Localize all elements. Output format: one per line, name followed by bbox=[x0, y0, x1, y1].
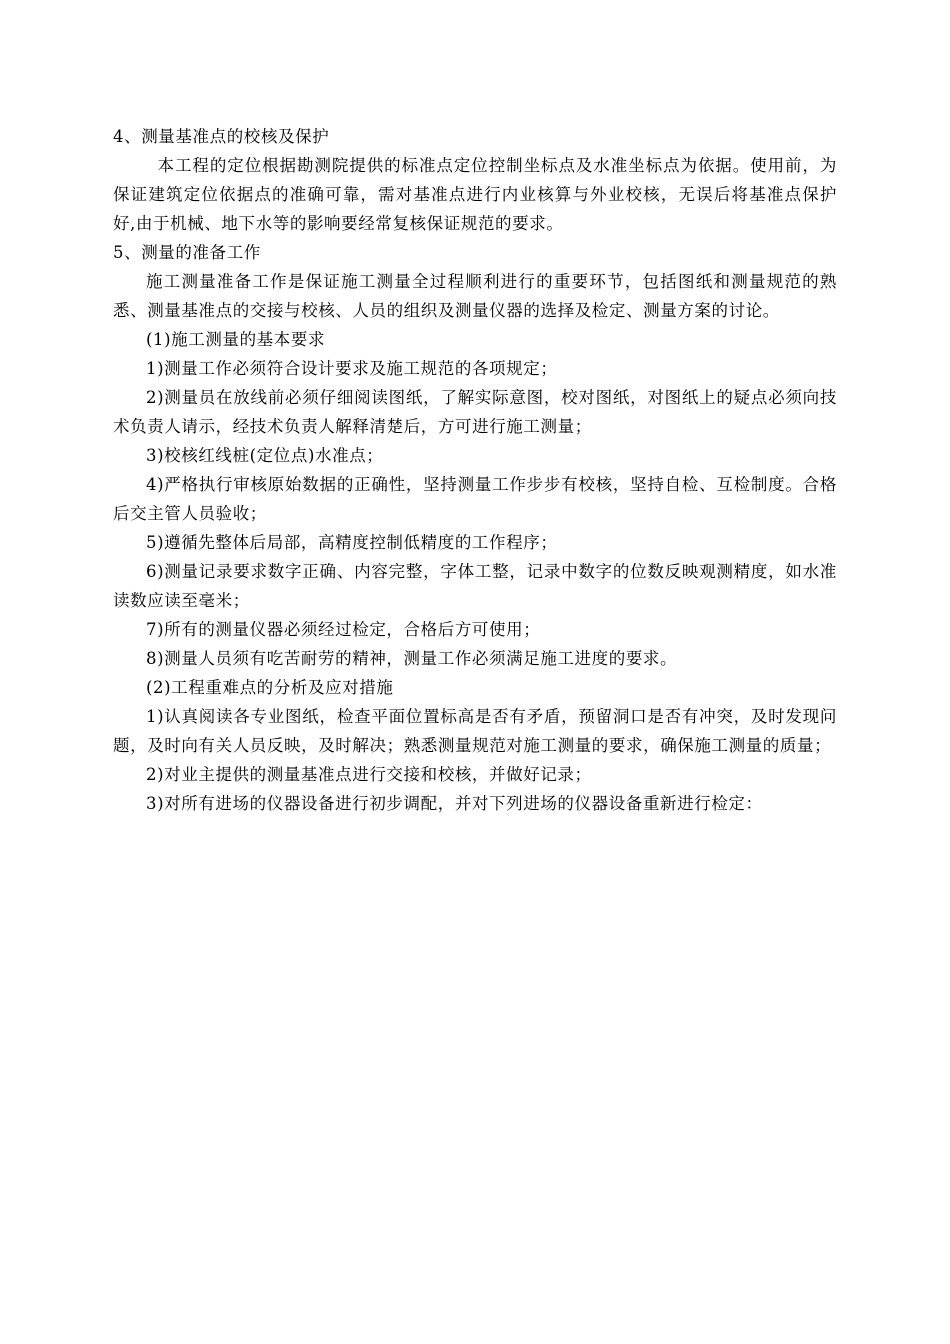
part-1-item-6: 6)测量记录要求数字正确、内容完整，字体工整，记录中数字的位数反映观测精度，如水准读数应读至毫米； bbox=[113, 562, 837, 610]
part-1-item-4: 4)严格执行审核原始数据的正确性，坚持测量工作步步有校核，坚持自检、互检制度。合格后交主管人员验收； bbox=[113, 475, 837, 523]
section-4-heading: 4、测量基准点的校核及保护 bbox=[113, 127, 330, 146]
section-5-heading: 5、测量的准备工作 bbox=[113, 243, 261, 262]
section-4-paragraph: 本工程的定位根据勘测院提供的标准点定位控制坐标点及水准坐标点为依据。使用前，为保证建筑定位依据点的准确可靠，需对基准点进行内业核算与外业校核，无误后将基准点保护好,由于机械、地下水等的影响要经常复核保证规范的要求。 bbox=[113, 156, 837, 233]
section-5-intro-paragraph: 施工测量准备工作是保证施工测量全过程顺利进行的重要环节，包括图纸和测量规范的熟悉、测量基准点的交接与校核、人员的组织及测量仪器的选择及检定、测量方案的讨论。 bbox=[113, 272, 837, 320]
part-2-item-2: 2)对业主提供的测量基准点进行交接和校核，并做好记录； bbox=[146, 765, 592, 784]
part-1-item-5: 5)遵循先整体后局部，高精度控制低精度的工作程序； bbox=[146, 533, 558, 552]
part-2-item-1: 1)认真阅读各专业图纸，检查平面位置标高是否有矛盾，预留洞口是否有冲突，及时发现问题，及时向有关人员反映，及时解决；熟悉测量规范对施工测量的要求，确保施工测量的质量； bbox=[113, 707, 837, 755]
part-1-title: (1)施工测量的基本要求 bbox=[146, 330, 326, 349]
document-body bbox=[113, 122, 837, 818]
part-1-item-3: 3)校核红线桩(定位点)水准点； bbox=[146, 446, 384, 465]
part-1-item-7: 7)所有的测量仪器必须经过检定，合格后方可使用； bbox=[146, 620, 541, 639]
part-1-item-8: 8)测量人员须有吃苦耐劳的精神，测量工作必须满足施工进度的要求。 bbox=[146, 649, 678, 668]
part-2-item-3: 3)对所有进场的仪器设备进行初步调配，并对下列进场的仪器设备重新进行检定： bbox=[146, 794, 763, 813]
part-2-title: (2)工程重难点的分析及应对措施 bbox=[146, 678, 394, 697]
part-1-item-2: 2)测量员在放线前必须仔细阅读图纸，了解实际意图，校对图纸，对图纸上的疑点必须向技术负责人请示，经技术负责人解释清楚后，方可进行施工测量； bbox=[113, 388, 837, 436]
part-1-item-1: 1)测量工作必须符合设计要求及施工规范的各项规定； bbox=[146, 359, 558, 378]
